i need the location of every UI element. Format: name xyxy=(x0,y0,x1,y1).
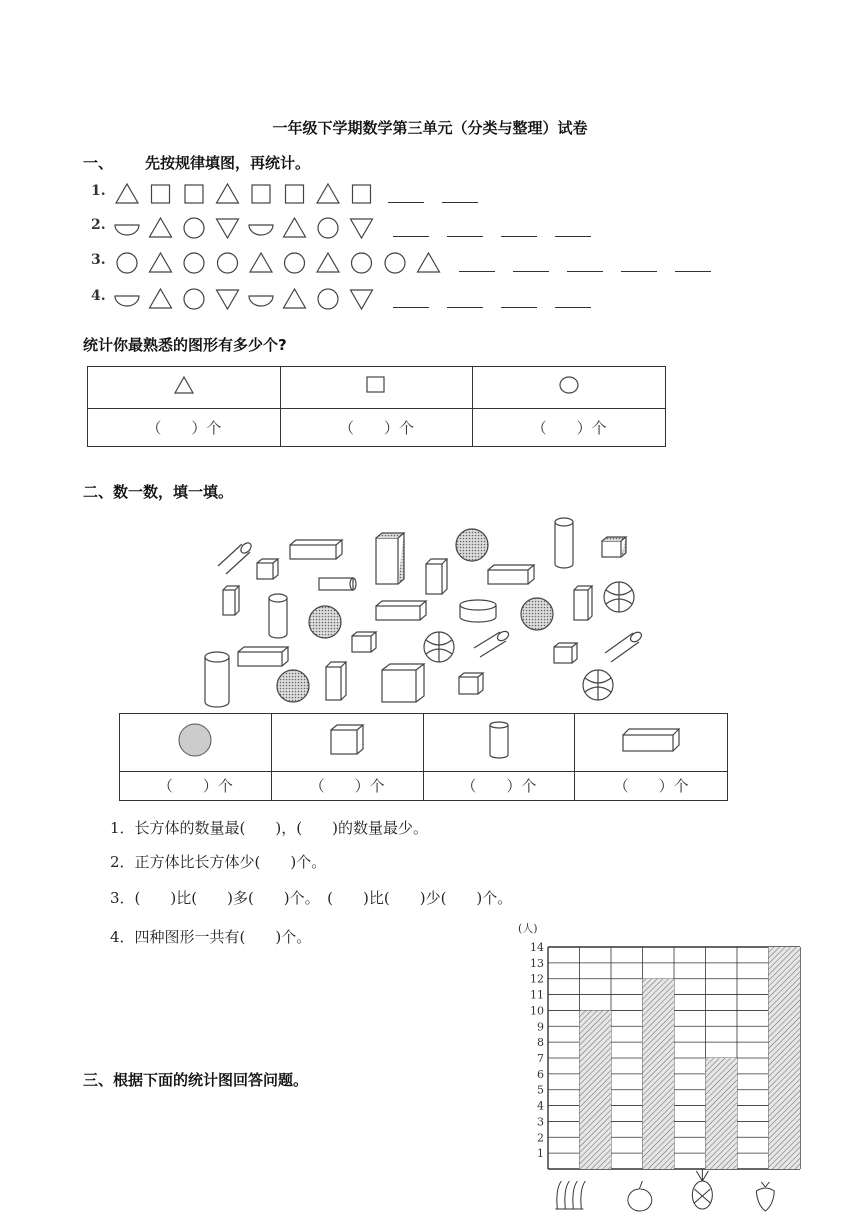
sphere-icon xyxy=(175,722,215,758)
solids-header-sphere xyxy=(120,714,272,772)
y-tick-label: 7 xyxy=(537,1052,544,1065)
sphere xyxy=(309,606,341,638)
section1-number: 一、 xyxy=(83,154,114,172)
strawberry-icon xyxy=(756,1182,774,1211)
pattern-row-number: 2. xyxy=(91,217,106,233)
y-tick-label: 4 xyxy=(537,1099,544,1113)
ball xyxy=(583,670,613,700)
cube xyxy=(352,632,376,652)
bar-strawberry xyxy=(769,947,801,1169)
solids-count-table xyxy=(119,713,728,801)
y-tick-label: 14 xyxy=(530,941,544,954)
cube xyxy=(602,537,626,557)
cuboid xyxy=(488,565,534,584)
question-3: 3．( )比( )多( )个。 ( )比( )少( )个。 xyxy=(110,889,513,907)
ball xyxy=(424,632,454,662)
y-tick-label: 6 xyxy=(537,1067,544,1081)
question-4: 4．四种图形一共有( )个。 xyxy=(110,928,312,946)
tall-cuboid xyxy=(426,559,447,594)
y-tick-label: 13 xyxy=(530,956,544,970)
cuboid xyxy=(376,601,426,620)
y-tick-label: 2 xyxy=(537,1131,544,1145)
pineapple-icon xyxy=(692,1169,712,1209)
solids-header-cylinder xyxy=(423,714,575,772)
question-1: 1．长方体的数量最( )，( )的数量最少。 xyxy=(110,819,428,837)
bar-apple xyxy=(643,979,675,1169)
solids-count-sphere[interactable]: （ ）个 xyxy=(120,771,272,800)
solids-count-cylinder[interactable]: （ ）个 xyxy=(423,771,575,800)
stat-question: 统计你最熟悉的图形有多少个? xyxy=(83,336,287,354)
tall-cuboid xyxy=(326,662,346,700)
pattern-row-number: 3. xyxy=(91,252,106,268)
sphere xyxy=(277,670,309,702)
y-tick-label: 3 xyxy=(537,1115,544,1129)
banana-icon xyxy=(555,1181,585,1209)
pattern-row-number: 4. xyxy=(91,288,106,304)
cylinder-lying xyxy=(218,541,253,574)
y-tick-label: 1 xyxy=(537,1147,544,1161)
cuboid xyxy=(238,647,288,666)
cube xyxy=(459,673,483,694)
sphere xyxy=(456,529,488,561)
cuboid xyxy=(290,540,342,559)
y-axis-label: (人) xyxy=(518,922,538,935)
bar-banana xyxy=(580,1010,612,1169)
fruit-bar-chart xyxy=(500,915,810,1210)
y-tick-label: 10 xyxy=(530,1004,544,1018)
bar-pineapple xyxy=(706,1058,738,1169)
solids-header-cuboid xyxy=(575,714,728,772)
cube xyxy=(554,643,577,663)
sphere xyxy=(521,598,553,630)
cylinder xyxy=(460,600,496,622)
stat-count-circle[interactable]: （ ）个 xyxy=(473,408,666,446)
cube xyxy=(257,559,278,579)
y-tick-label: 8 xyxy=(537,1036,544,1050)
y-tick-label: 11 xyxy=(530,988,544,1002)
cylinder-icon xyxy=(487,720,511,760)
cylinder xyxy=(205,652,229,707)
cylinder xyxy=(555,518,573,568)
section3-heading: 三、根据下面的统计图回答问题。 xyxy=(83,1071,309,1089)
section1-heading: 先按规律填图，再统计。 xyxy=(145,154,311,172)
cube-icon xyxy=(327,722,367,758)
cylinder xyxy=(269,594,287,638)
solids-count-cuboid[interactable]: （ ）个 xyxy=(575,771,728,800)
apple-icon xyxy=(628,1181,652,1211)
page-title: 一年级下学期数学第三单元（分类与整理）试卷 xyxy=(272,119,588,137)
question-2: 2．正方体比长方体少( )个。 xyxy=(110,853,327,871)
tall-cuboid xyxy=(376,533,404,584)
tall-cuboid xyxy=(574,586,592,620)
y-tick-label: 12 xyxy=(530,972,544,986)
stat-count-triangle[interactable]: （ ）个 xyxy=(88,408,281,446)
solids-count-cube[interactable]: （ ）个 xyxy=(271,771,423,800)
cuboid-icon xyxy=(621,726,681,754)
tall-cuboid xyxy=(223,586,239,615)
cube xyxy=(382,664,424,702)
ball xyxy=(604,582,634,612)
section2-heading: 二、数一数，填一填。 xyxy=(83,483,234,501)
solids-header-cube xyxy=(271,714,423,772)
y-tick-label: 9 xyxy=(537,1020,544,1034)
stat-count-square[interactable]: （ ）个 xyxy=(280,408,473,446)
pattern-row-number: 1. xyxy=(91,183,106,199)
cylinder-lying xyxy=(474,629,510,657)
y-tick-label: 5 xyxy=(537,1083,544,1097)
cylinder-lying xyxy=(319,578,356,590)
cylinder-lying xyxy=(605,630,643,662)
